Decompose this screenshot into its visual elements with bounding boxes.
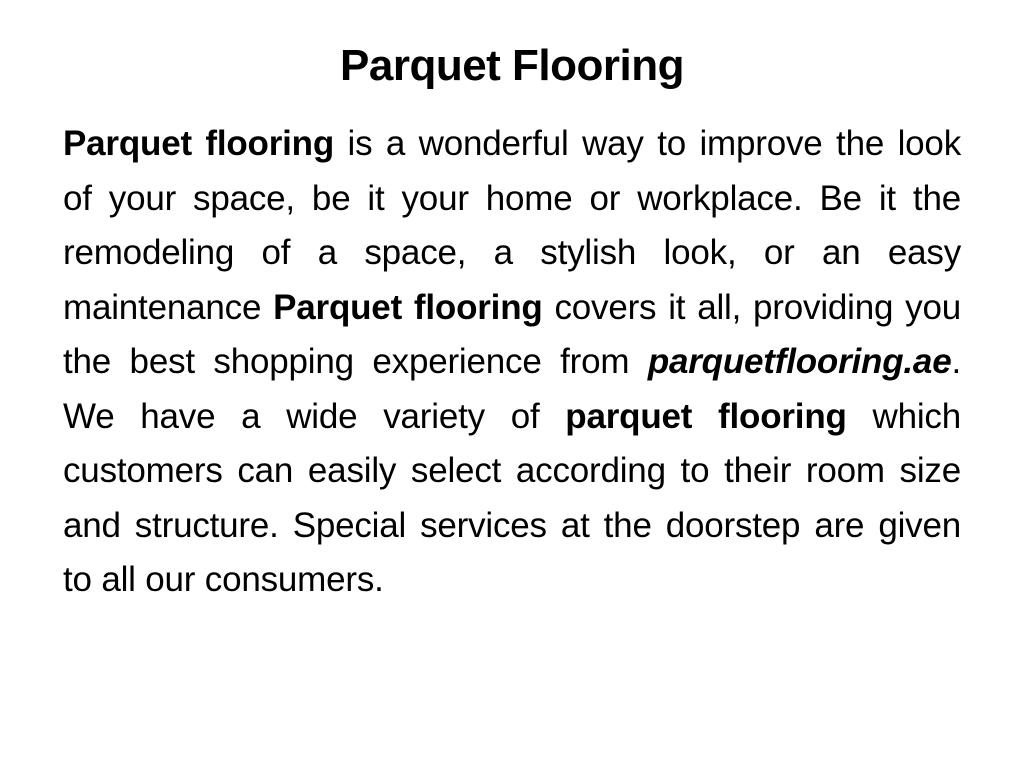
body-text-1: is a wonderful way to improve the look of your space, be it your home or workplace. Be it the remodeling of a space, a stylish look, or an easy maintenance (63, 124, 961, 327)
site-name-italic: parquetflooring.ae (647, 342, 952, 381)
term-parquet-flooring-3: parquet flooring (565, 396, 847, 436)
term-parquet-flooring-2: Parquet flooring (273, 287, 543, 327)
body-text-4: which customers can easily select according to their room size and structure. Special services at the doorstep are given to all our consumers. (63, 396, 961, 599)
body-paragraph (63, 117, 961, 608)
body-text-3: . We have a wide variety of (63, 342, 961, 436)
body-text-2: covers it all, providing you the best shopping experience from (63, 287, 961, 381)
slide-title: Parquet Flooring (340, 41, 684, 90)
site-name (648, 342, 952, 381)
term-parquet-flooring-1: Parquet flooring (63, 124, 335, 163)
